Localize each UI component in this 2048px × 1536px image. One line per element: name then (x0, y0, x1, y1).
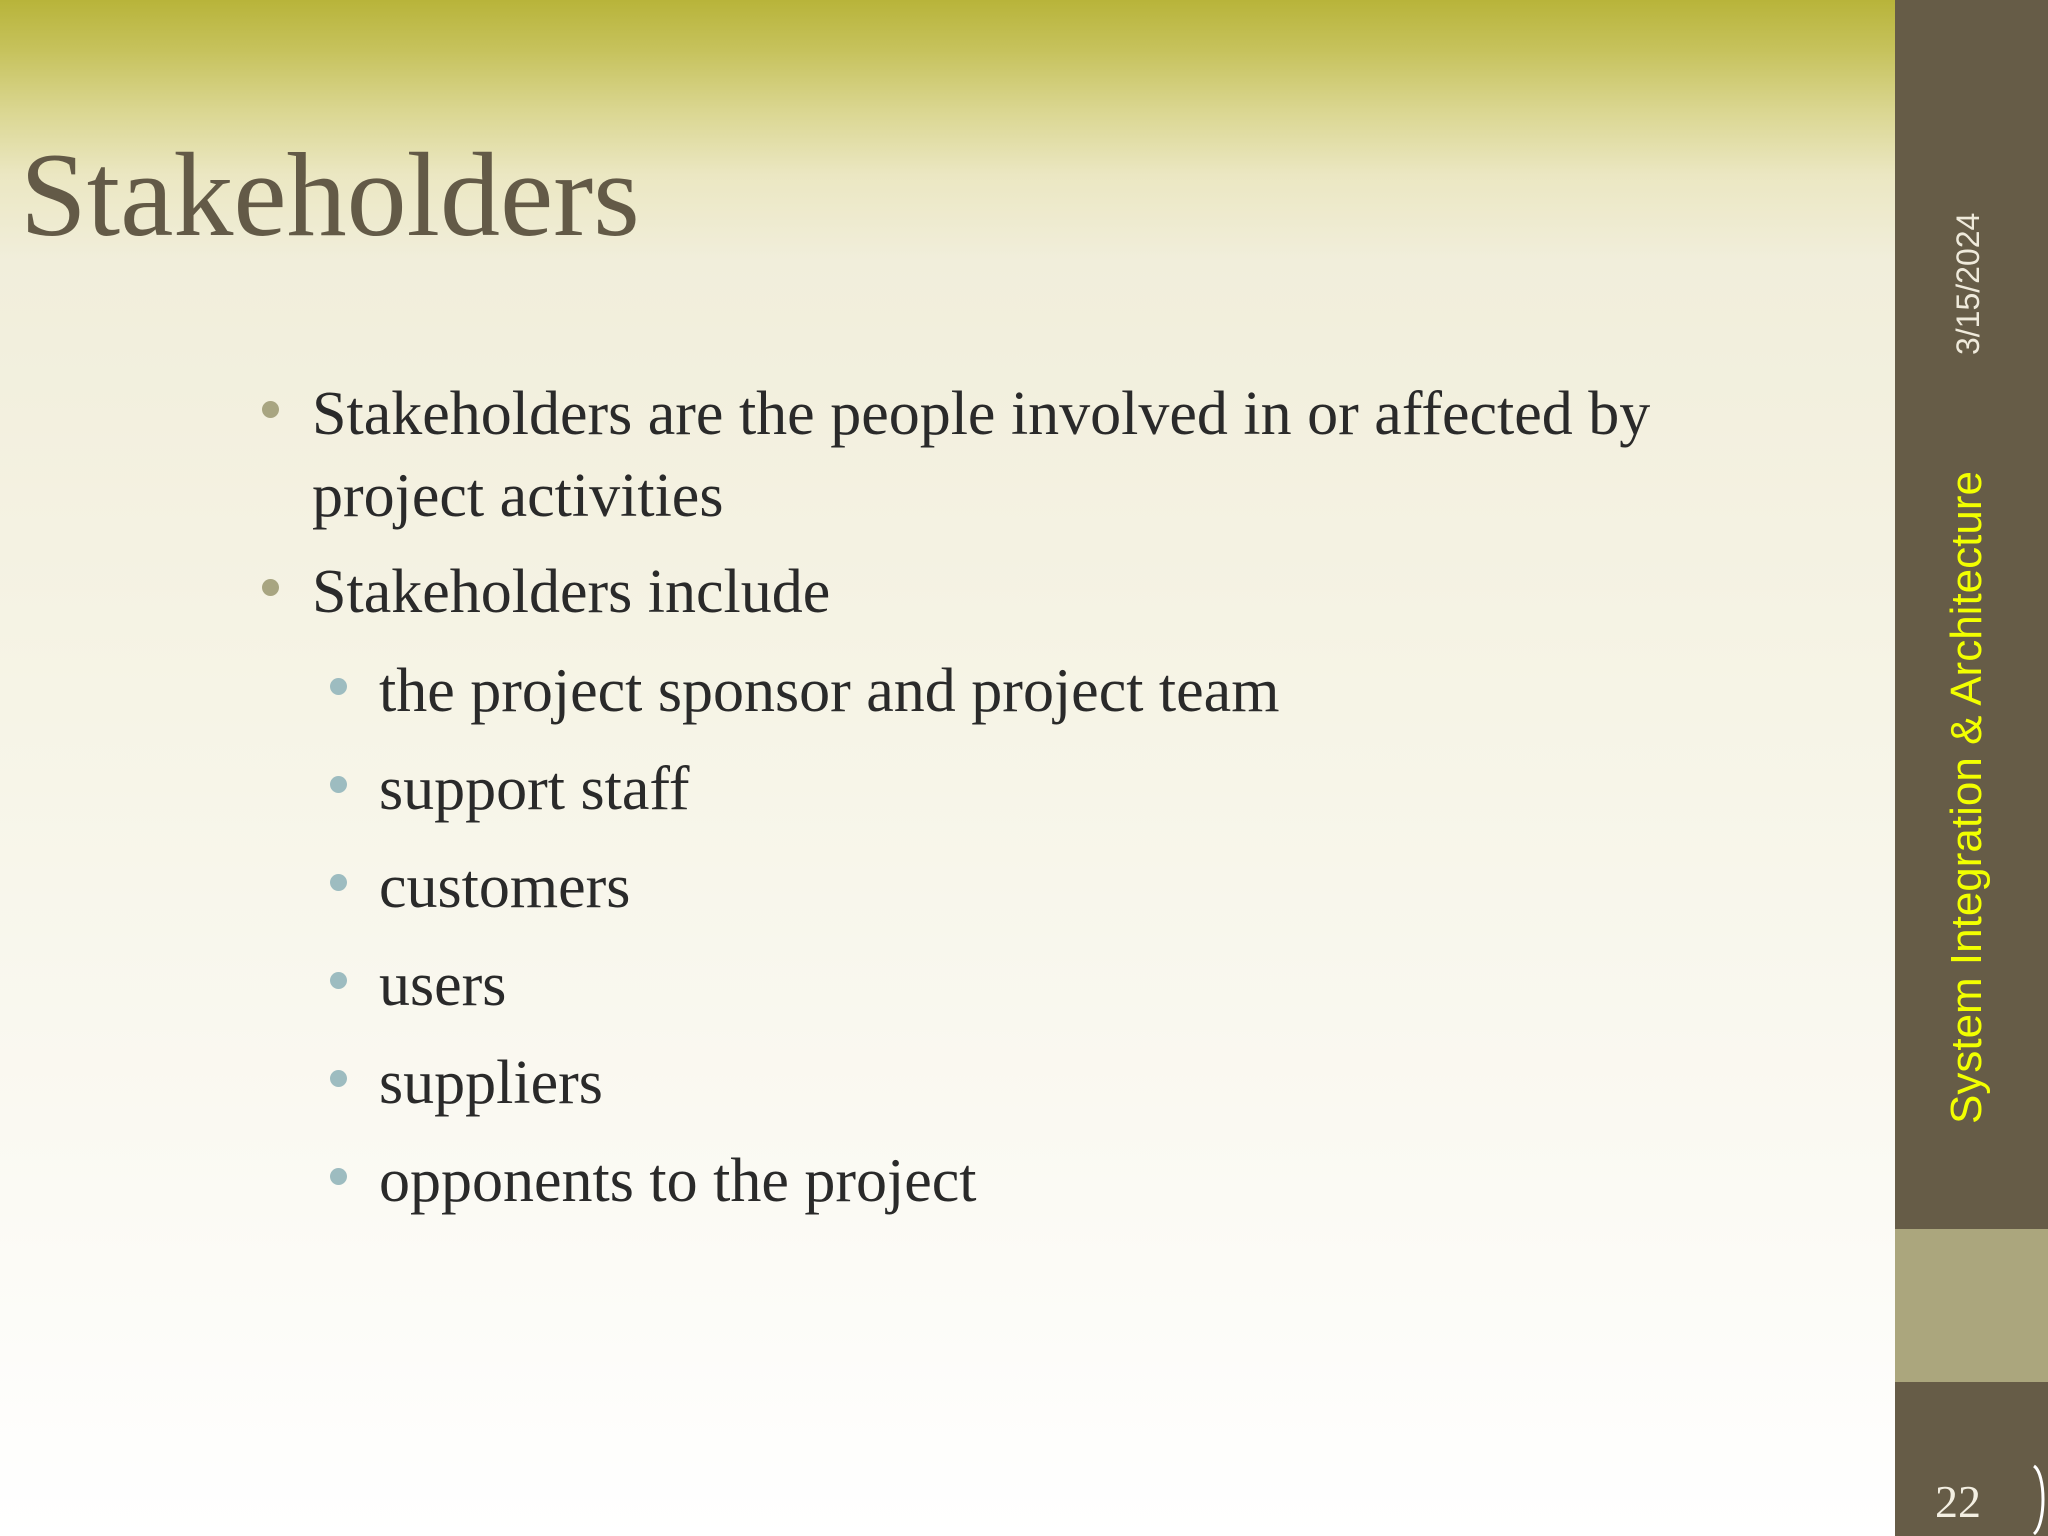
bullet-text-line: project activities (312, 462, 724, 530)
bullet-dot-icon (330, 678, 347, 695)
bullet-dot-icon (330, 1168, 347, 1185)
bullet-text-line: the project sponsor and project team (379, 657, 1280, 725)
bullet-text-line: users (379, 951, 507, 1019)
sidebar-accent-block (1895, 1229, 2048, 1382)
sub-bullet-item (330, 1042, 1730, 1132)
sub-bullet-item (330, 748, 1730, 838)
bullet-dot-icon (330, 1070, 347, 1087)
slide-date: 3/15/2024 (1950, 212, 1986, 355)
bullet-text-line: suppliers (379, 1049, 603, 1117)
bullet-text-line: opponents to the project (379, 1147, 977, 1215)
page-curl-icon (2032, 1464, 2048, 1536)
bullet-text-line: Stakeholders include (312, 558, 831, 626)
bullet-item (262, 373, 1762, 543)
sub-bullet-item (330, 1140, 1730, 1230)
bullet-item (262, 551, 1762, 641)
sub-bullet-item (330, 944, 1730, 1034)
sub-bullet-item (330, 846, 1730, 936)
bullet-dot-icon (330, 776, 347, 793)
bullet-dot-icon (262, 579, 279, 596)
bullet-text-line: support staff (379, 755, 690, 823)
bullet-text-line: Stakeholders are the people involved in or affected by (312, 380, 1651, 448)
sub-bullet-item (330, 650, 1730, 740)
page-number: 22 (1935, 1476, 1981, 1527)
bullet-text-line: customers (379, 853, 631, 921)
bullet-dot-icon (262, 401, 279, 418)
bullet-dot-icon (330, 874, 347, 891)
bullet-dot-icon (330, 972, 347, 989)
slide-title: Stakeholders (20, 128, 640, 261)
slide-footer: System Integration & Architecture (1942, 471, 1991, 1124)
